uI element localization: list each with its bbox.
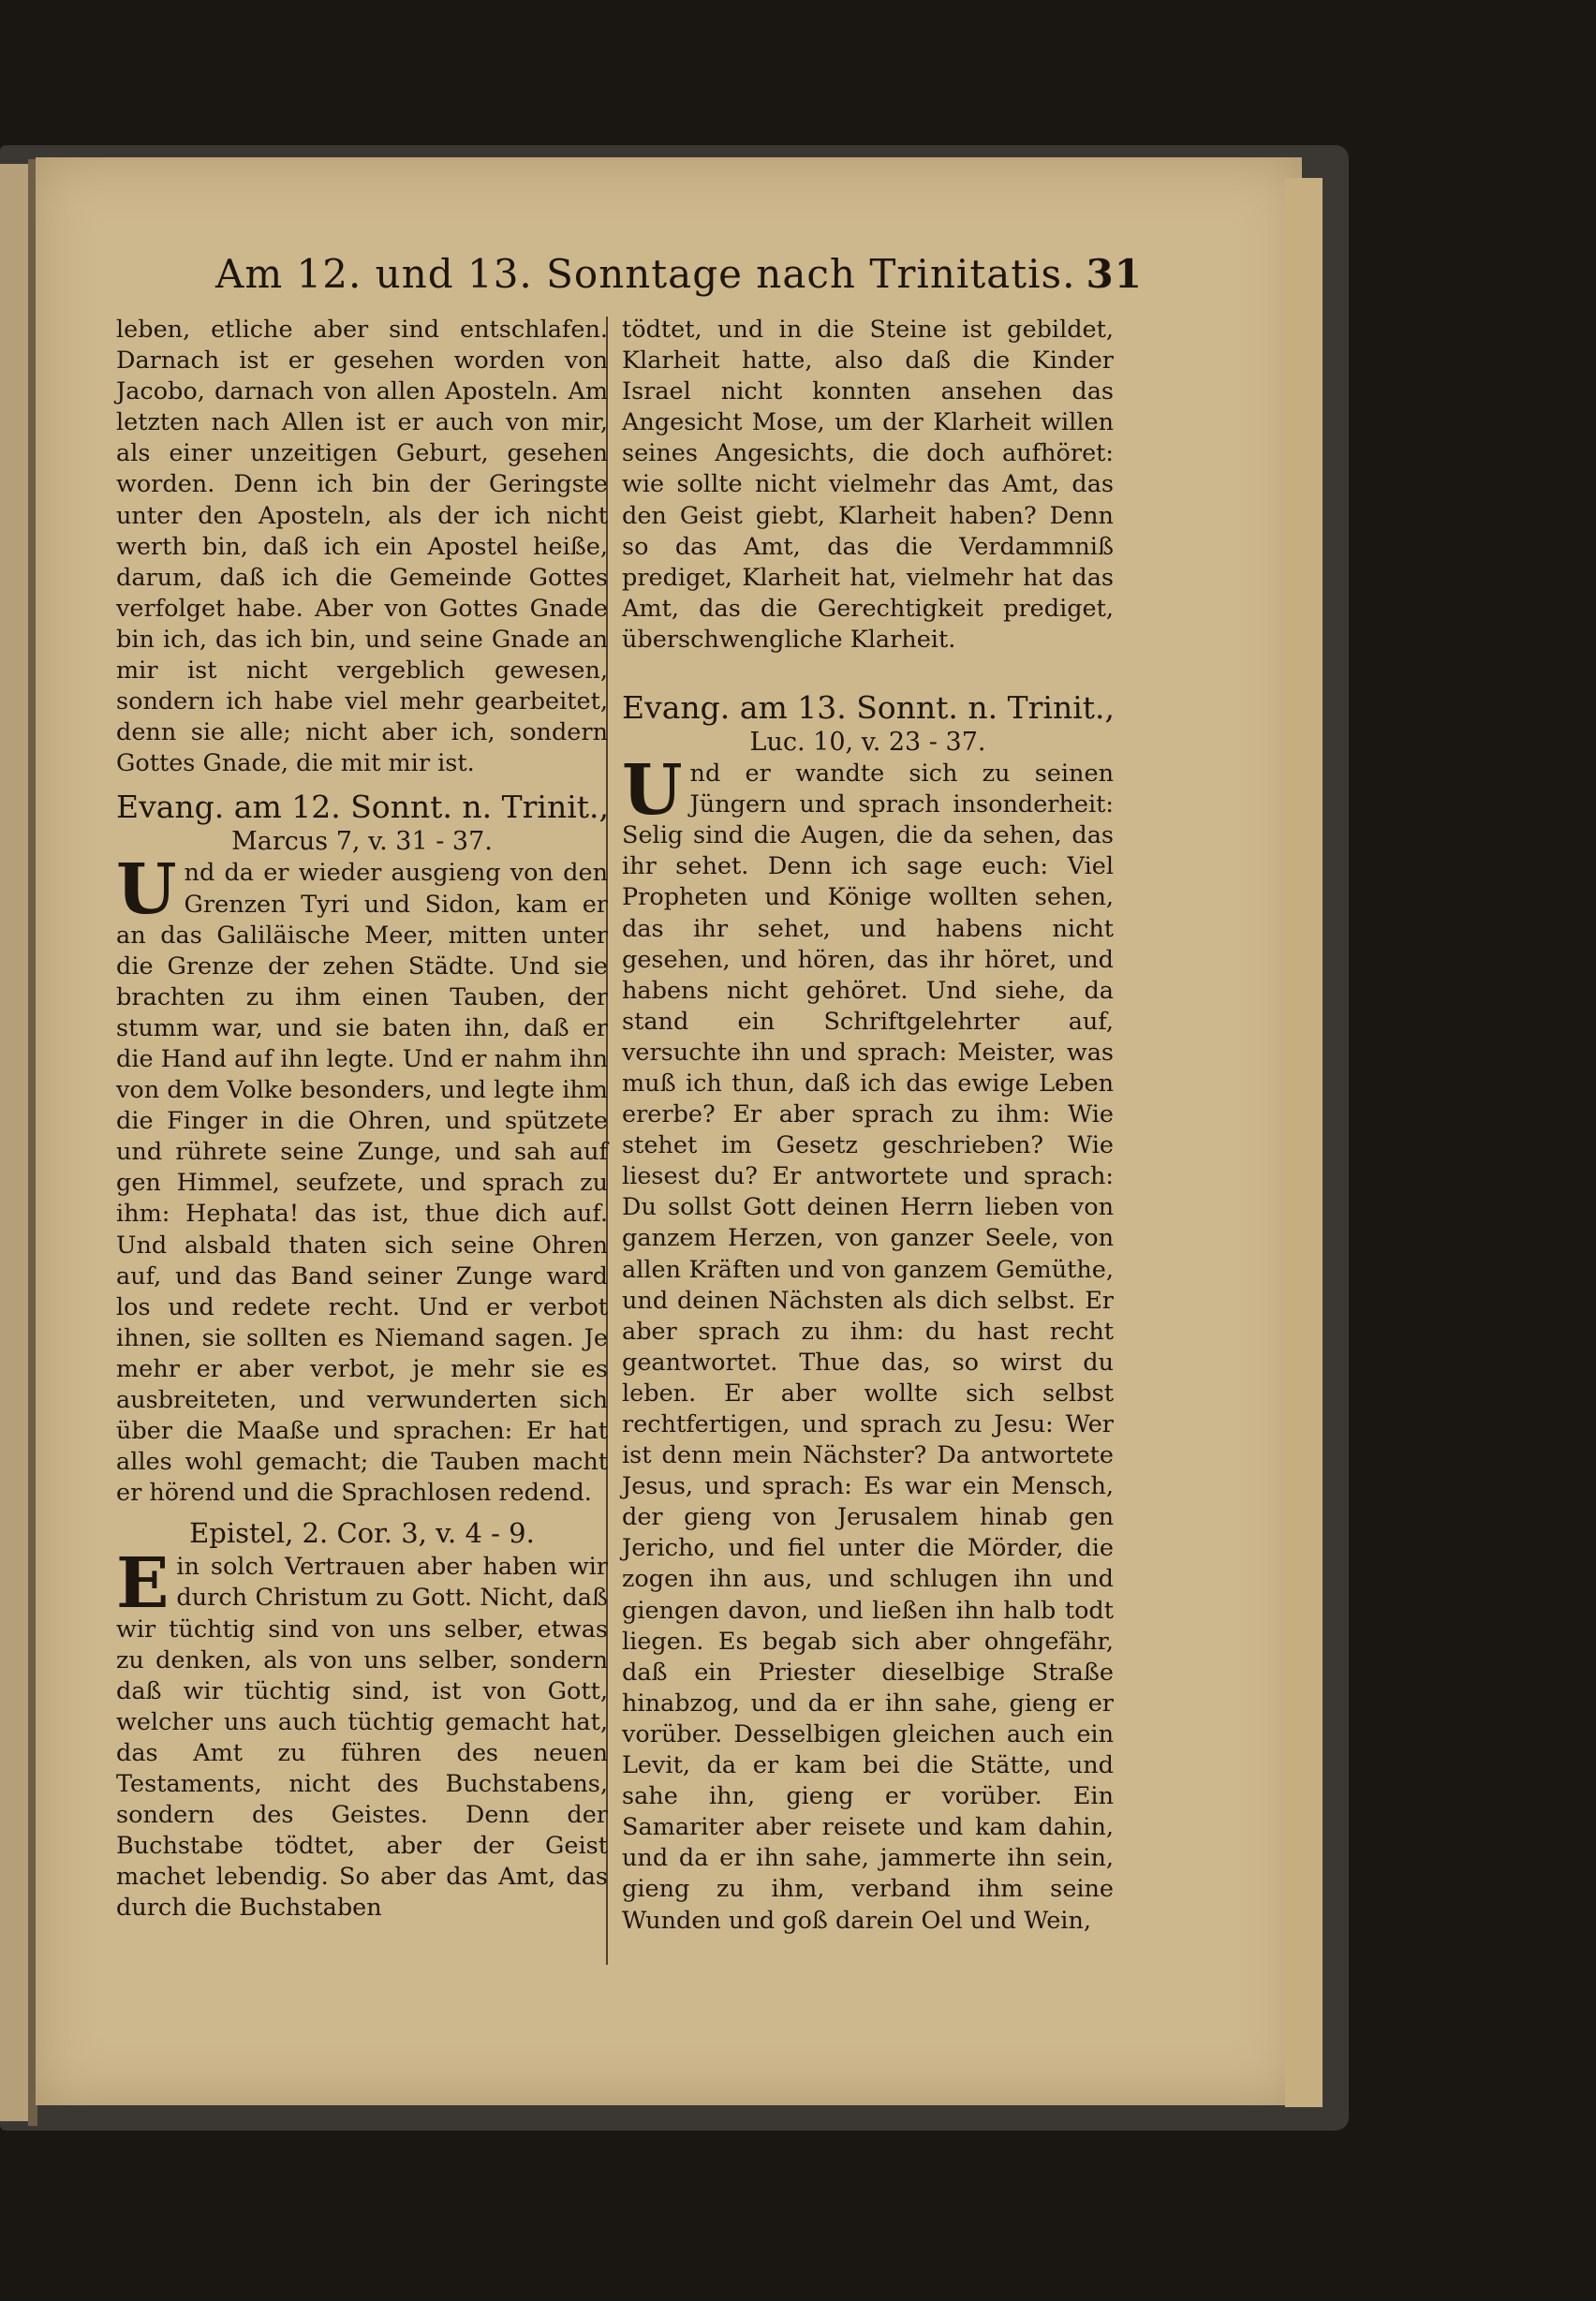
- previous-page-edge: [0, 164, 32, 2121]
- page-number: 31: [1086, 251, 1143, 297]
- gospel-12-text: nd da er wieder ausgieng von den Grenzen Tyri und Sidon, kam er an das Galiläische Meer, mitten unter die Grenze der zehen Städte. Und sie brachten zu ihm einen Tauben, der stumm war, und sie baten ihn, daß er die Hand auf ihn legte. Und er nahm ihn von dem Volke besonders, und legte ihm die Finger in die Ohren, und spützete und rührete seine Zunge, und sah auf gen Himmel, seufzete, und sprach zu ihm: Hephata! das ist, thue dich auf. Und alsbald thaten sich seine Ohren auf, und das Band seiner Zunge ward los und redete recht. Und er verbot ihnen, sie sollten es Niemand sagen. Je mehr er aber verbot, je mehr sie es ausbreiteten, und verwunderten sich über die Maaße und sprachen: Er hat alles wohl gemacht; die Tauben macht er hörend und die Sprachlosen redend.: [116, 859, 608, 1508]
- gospel-13-text: nd er wandte sich zu seinen Jüngern und sprach insonderheit: Selig sind die Augen, die da sehen, das ihr sehet. Denn ich sage euch: Viel Propheten und Könige wollten sehen, das ihr sehet, und habens nicht gesehen, und hören, das ihr höret, und habens nicht gehöret. Und siehe, da stand ein Schriftgelehrter auf, versuchte ihn und sprach: Meister, was muß ich thun, daß ich das ewige Leben ererbe? Er aber sprach zu ihm: Wie stehet im Gesetz geschrieben? Wie liesest du? Er antwortete und sprach: Du sollst Gott deinen Herrn lieben von ganzem Herzen, von ganzer Seele, von allen Kräften und von ganzem Gemüthe, und deinen Nächsten als dich selbst. Er aber sprach zu ihm: du hast recht geantwortet. Thue das, so wirst du leben. Er aber wollte sich selbst rechtfertigen, und sprach zu Jesu: Wer ist denn mein Nächster? Da antwortete Jesus, und sprach: Es war ein Mensch, der gieng von Jerusalem hinab gen Jericho, und fiel unter die Mörder, die zogen ihn aus, und schlugen ihn und giengen davon, und ließen ihn halb todt liegen. Es begab sich aber ohngefähr, daß ein Priester dieselbige Straße hinabzog, und da er ihn sahe, gieng er vorüber. Desselbigen gleichen auch ein Levit, da er kam bei die Stätte, und sahe ihn, gieng er vorüber. Ein Samariter aber reisete und kam dahin, und da er ihn sahe, jammerte ihn sein, gieng zu ihm, verband ihm seine Wunden und goß darein Oel und Wein,: [622, 760, 1114, 1935]
- right-column: [622, 315, 1114, 1937]
- gospel-13-heading: Evang. am 13. Sonnt. n. Trinit.,: [622, 689, 1116, 727]
- epistle-text: in solch Vertrauen aber haben wir durch Christum zu Gott. Nicht, daß wir tüchtig sind von uns selber, etwas zu denken, als von uns selber, sondern daß wir tüchtig sind, ist von Gott, welcher uns auch tüchtig gemacht hat, das Amt zu führen des neuen Testaments, nicht des Buchstabens, sondern des Geistes. Denn der Buchstabe tödtet, aber der Geist machet lebendig. So aber das Amt, das durch die Buchstaben: [116, 1553, 608, 1923]
- gospel-12-dropcap: U: [116, 849, 177, 931]
- epistle-heading: Epistel, 2. Cor. 3, v. 4 - 9.: [189, 1517, 535, 1550]
- left-column: [116, 315, 608, 1925]
- running-header: [178, 251, 1143, 307]
- gospel-13-dropcap: U: [622, 750, 683, 832]
- left-intro-paragraph: leben, etliche aber sind entschlafen. Darnach ist er gesehen worden von Jacobo, darnach von allen Aposteln. Am letzten nach Allen ist er auch von mir, als einer unzeitigen Geburt, gesehen worden. Denn ich bin der Geringste unter den Aposteln, als der ich nicht werth bin, daß ich ein Apostel heiße, darum, daß ich die Gemeinde Gottes verfolget habe. Aber von Gottes Gnade bin ich, das ich bin, und seine Gnade an mir ist nicht vergeblich gewesen, sondern ich habe viel mehr gearbeitet, denn sie alle; nicht aber ich, sondern Gottes Gnade, die mit mir ist.: [116, 316, 608, 778]
- page-stack-edge: [1285, 178, 1323, 2107]
- gospel-13-paragraph: [622, 750, 1114, 1937]
- running-title: Am 12. und 13. Sonntage nach Trinitatis.: [215, 251, 1076, 297]
- right-intro-paragraph: tödtet, und in die Steine ist gebildet, Klarheit hatte, also daß die Kinder Israel nicht konnten ansehen das Angesicht Mose, um der Klarheit willen seines Angesichts, die doch aufhöret: wie sollte nicht vielmehr das Amt, das den Geist giebt, Klarheit haben? Denn so das Amt, das die Verdammniß prediget, Klarheit hat, vielmehr hat das Amt, das die Gerechtigkeit prediget, überschwengliche Klarheit.: [622, 316, 1114, 654]
- gospel-12-heading: Evang. am 12. Sonnt. n. Trinit.,: [116, 789, 610, 826]
- gospel-12-reference: Marcus 7, v. 31 - 37.: [231, 827, 493, 857]
- epistle-paragraph: [116, 1543, 608, 1924]
- gospel-12-paragraph: [116, 849, 608, 1509]
- gospel-13-reference: Luc. 10, v. 23 - 37.: [749, 728, 986, 758]
- epistle-dropcap: E: [116, 1543, 170, 1625]
